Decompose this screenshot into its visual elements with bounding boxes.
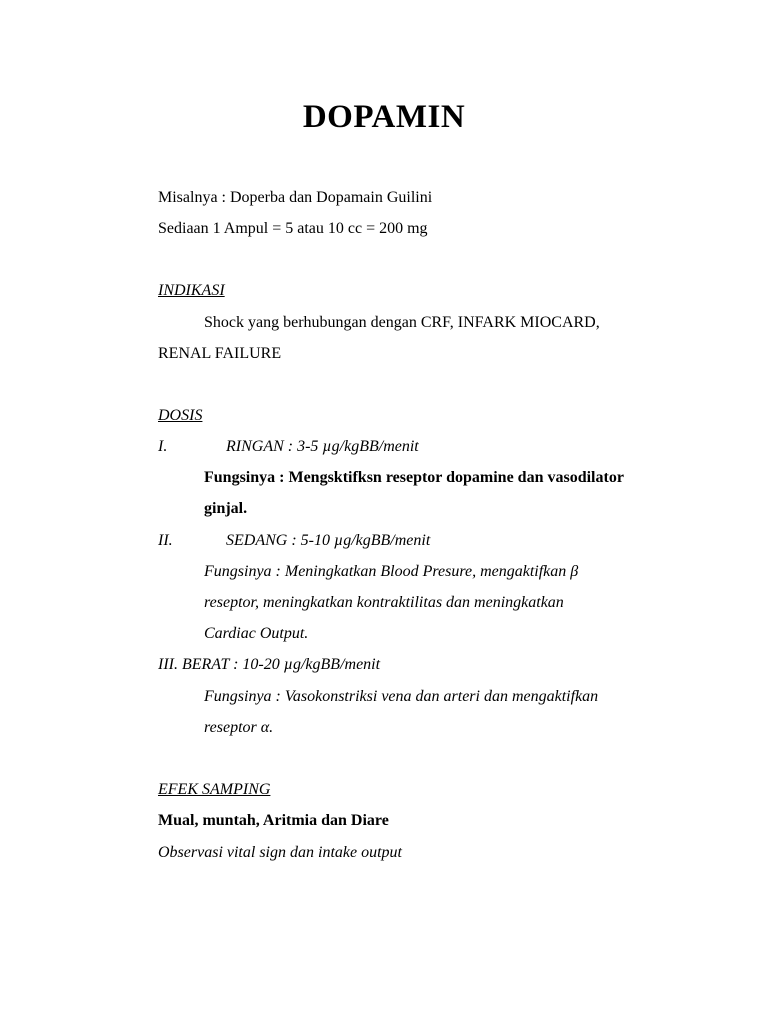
dosis-ringan-label: RINGAN : 3-5 µg/kgBB/menit xyxy=(226,438,419,455)
dosis-heading: DOSIS xyxy=(158,407,203,424)
document-title: DOPAMIN xyxy=(302,99,466,135)
dosis-sedang-numeral: II. xyxy=(158,532,173,549)
dosis-ringan-row xyxy=(158,437,419,457)
intro-misalnya: Misalnya : Doperba dan Dopamain Guilini xyxy=(158,189,433,206)
dosis-sedang-fungsi-3: Cardiac Output. xyxy=(204,625,309,642)
dosis-ringan-numeral: I. xyxy=(158,438,168,455)
intro-sediaan: Sediaan 1 Ampul = 5 atau 10 cc = 200 mg xyxy=(158,220,428,237)
dosis-sedang-label: SEDANG : 5-10 µg/kgBB/menit xyxy=(226,532,431,549)
dosis-sedang-fungsi-1: Fungsinya : Meningkatkan Blood Presure, mengaktifkan β xyxy=(204,563,579,580)
efek-samping-line-1: Mual, muntah, Aritmia dan Diare xyxy=(158,812,389,829)
efek-samping-line-2: Observasi vital sign dan intake output xyxy=(158,844,402,861)
indikasi-heading: INDIKASI xyxy=(158,282,225,299)
dosis-berat-fungsi-1: Fungsinya : Vasokonstriksi vena dan arteri dan mengaktifkan xyxy=(204,688,599,705)
dosis-berat-label: III. BERAT : 10-20 µg/kgBB/menit xyxy=(158,656,381,673)
dosis-sedang-fungsi-2: reseptor, meningkatkan kontraktilitas dan meningkatkan xyxy=(204,594,564,611)
dosis-ringan-fungsi-1: Fungsinya : Mengsktifksn reseptor dopamine dan vasodilator xyxy=(204,469,624,486)
dosis-ringan-fungsi-2: ginjal. xyxy=(204,500,248,517)
indikasi-line-1: Shock yang berhubungan dengan CRF, INFARK MIOCARD, xyxy=(204,314,600,331)
dosis-sedang-row xyxy=(158,531,430,551)
efek-samping-heading: EFEK SAMPING xyxy=(158,781,271,798)
indikasi-line-2: RENAL FAILURE xyxy=(158,345,282,362)
dosis-berat-fungsi-2: reseptor α. xyxy=(204,719,274,736)
